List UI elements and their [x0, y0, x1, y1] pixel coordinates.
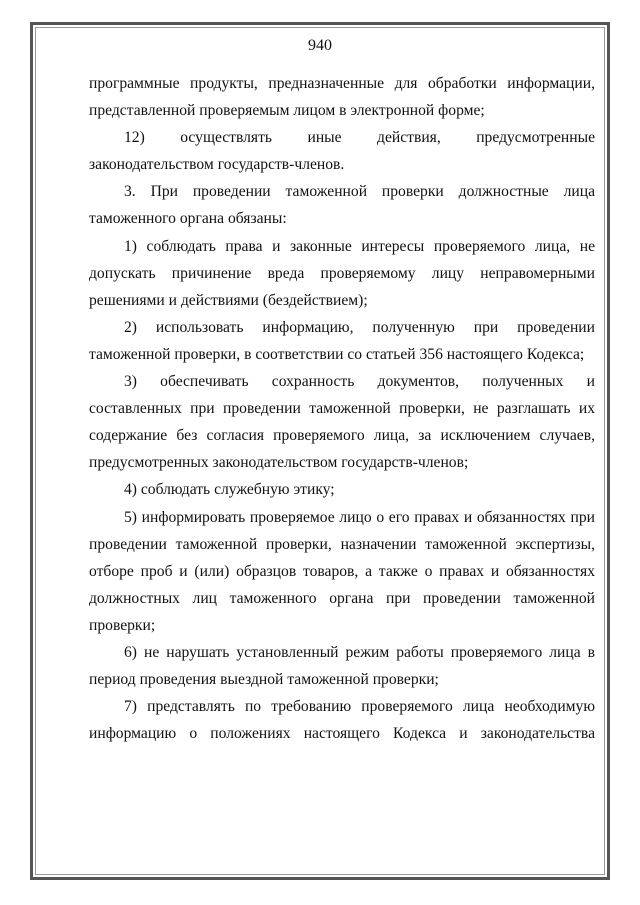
paragraph-item-2: 2) использовать информацию, полученную при проведении таможенной проверки, в соответствии со статьей 356 настоящего Кодекса;	[89, 318, 595, 363]
paragraph-item-5: 5) информировать проверяемое лицо о его правах и обязанностях при проведении таможенной проверки, назначении таможенной экспертизы, отборе проб и (или) образцов товаров, а также о правах и обязанностях должностных лиц таможенного органа при проведении таможенной проверки;	[89, 508, 595, 634]
paragraph-continuation: программные продукты, предназначенные для обработки информации, представленной проверяемым лицом в электронной форме;	[89, 75, 595, 120]
paragraph-item-12: 12) осуществлять иные действия, предусмотренные законодательством государств-членов.	[89, 129, 595, 174]
paragraph-item-7: 7) представлять по требованию проверяемого лица необходимую информацию о положениях настоящего Кодекса и законодательства	[89, 698, 595, 743]
paragraph-item-1: 1) соблюдать права и законные интересы проверяемого лица, не допускать причинение вреда проверяемому лицу неправомерными решениями и действиями (бездействием);	[89, 237, 595, 309]
paragraph-item-4: 4) соблюдать служебную этику;	[124, 481, 335, 499]
paragraph-section-3: 3. При проведении таможенной проверки должностные лица таможенного органа обязаны:	[89, 183, 595, 228]
paragraph-item-6: 6) не нарушать установленный режим работы проверяемого лица в период проведения выездной таможенной проверки;	[89, 643, 595, 689]
paragraph-item-3: 3) обеспечивать сохранность документов, полученных и составленных при проведении таможенной проверки, не разглашать их содержание без согласия проверяемого лица, за исключением случаев, предусмотренных законодательством государств-членов;	[89, 373, 595, 472]
page-number: 940	[308, 37, 332, 54]
document-body	[89, 70, 595, 747]
